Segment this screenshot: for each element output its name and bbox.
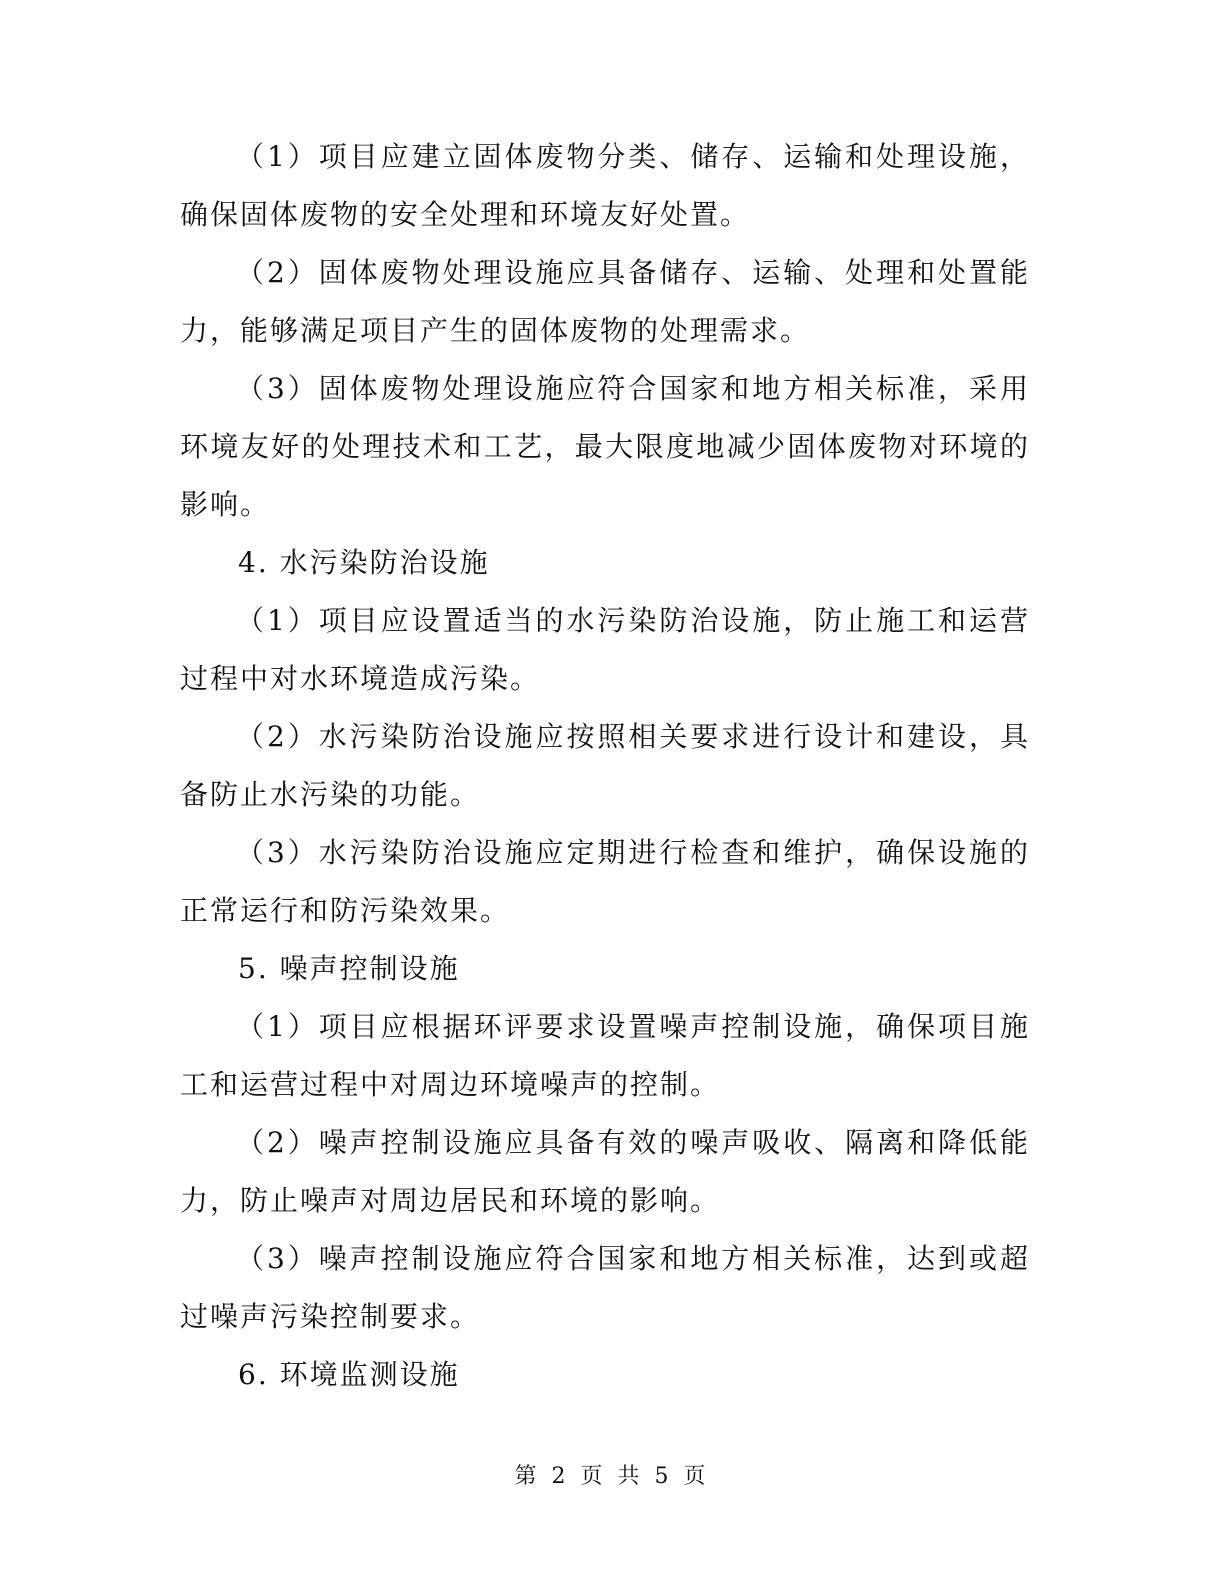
paragraph-water-1: （1）项目应设置适当的水污染防治设施，防止施工和运营过程中对水环境造成污染。 <box>180 604 1030 695</box>
section-heading-noise-control: 5. 噪声控制设施 <box>238 952 460 985</box>
paragraph-noise-1: （1）项目应根据环评要求设置噪声控制设施，确保项目施工和运营过程中对周边环境噪声的控制。 <box>180 1010 1030 1101</box>
paragraph-water-2: （2）水污染防治设施应按照相关要求进行设计和建设，具备防止水污染的功能。 <box>180 720 1030 811</box>
page-footer: 第 2 页 共 5 页 <box>514 1464 710 1489</box>
section-heading-environment-monitoring: 6. 环境监测设施 <box>238 1358 460 1391</box>
document-body <box>180 128 1030 1404</box>
paragraph-solid-waste-2: （2）固体废物处理设施应具备储存、运输、处理和处置能力，能够满足项目产生的固体废物的处理需求。 <box>180 256 1030 347</box>
paragraph-noise-2: （2）噪声控制设施应具备有效的噪声吸收、隔离和降低能力，防止噪声对周边居民和环境的影响。 <box>180 1126 1030 1217</box>
paragraph-solid-waste-3: （3）固体废物处理设施应符合国家和地方相关标准，采用环境友好的处理技术和工艺，最大限度地减少固体废物对环境的影响。 <box>180 372 1030 521</box>
section-heading-water-pollution: 4. 水污染防治设施 <box>238 546 490 579</box>
paragraph-solid-waste-1: （1）项目应建立固体废物分类、储存、运输和处理设施，确保固体废物的安全处理和环境友好处置。 <box>180 140 1030 231</box>
paragraph-water-3: （3）水污染防治设施应定期进行检查和维护，确保设施的正常运行和防污染效果。 <box>180 836 1030 927</box>
paragraph-noise-3: （3）噪声控制设施应符合国家和地方相关标准，达到或超过噪声污染控制要求。 <box>180 1242 1030 1333</box>
